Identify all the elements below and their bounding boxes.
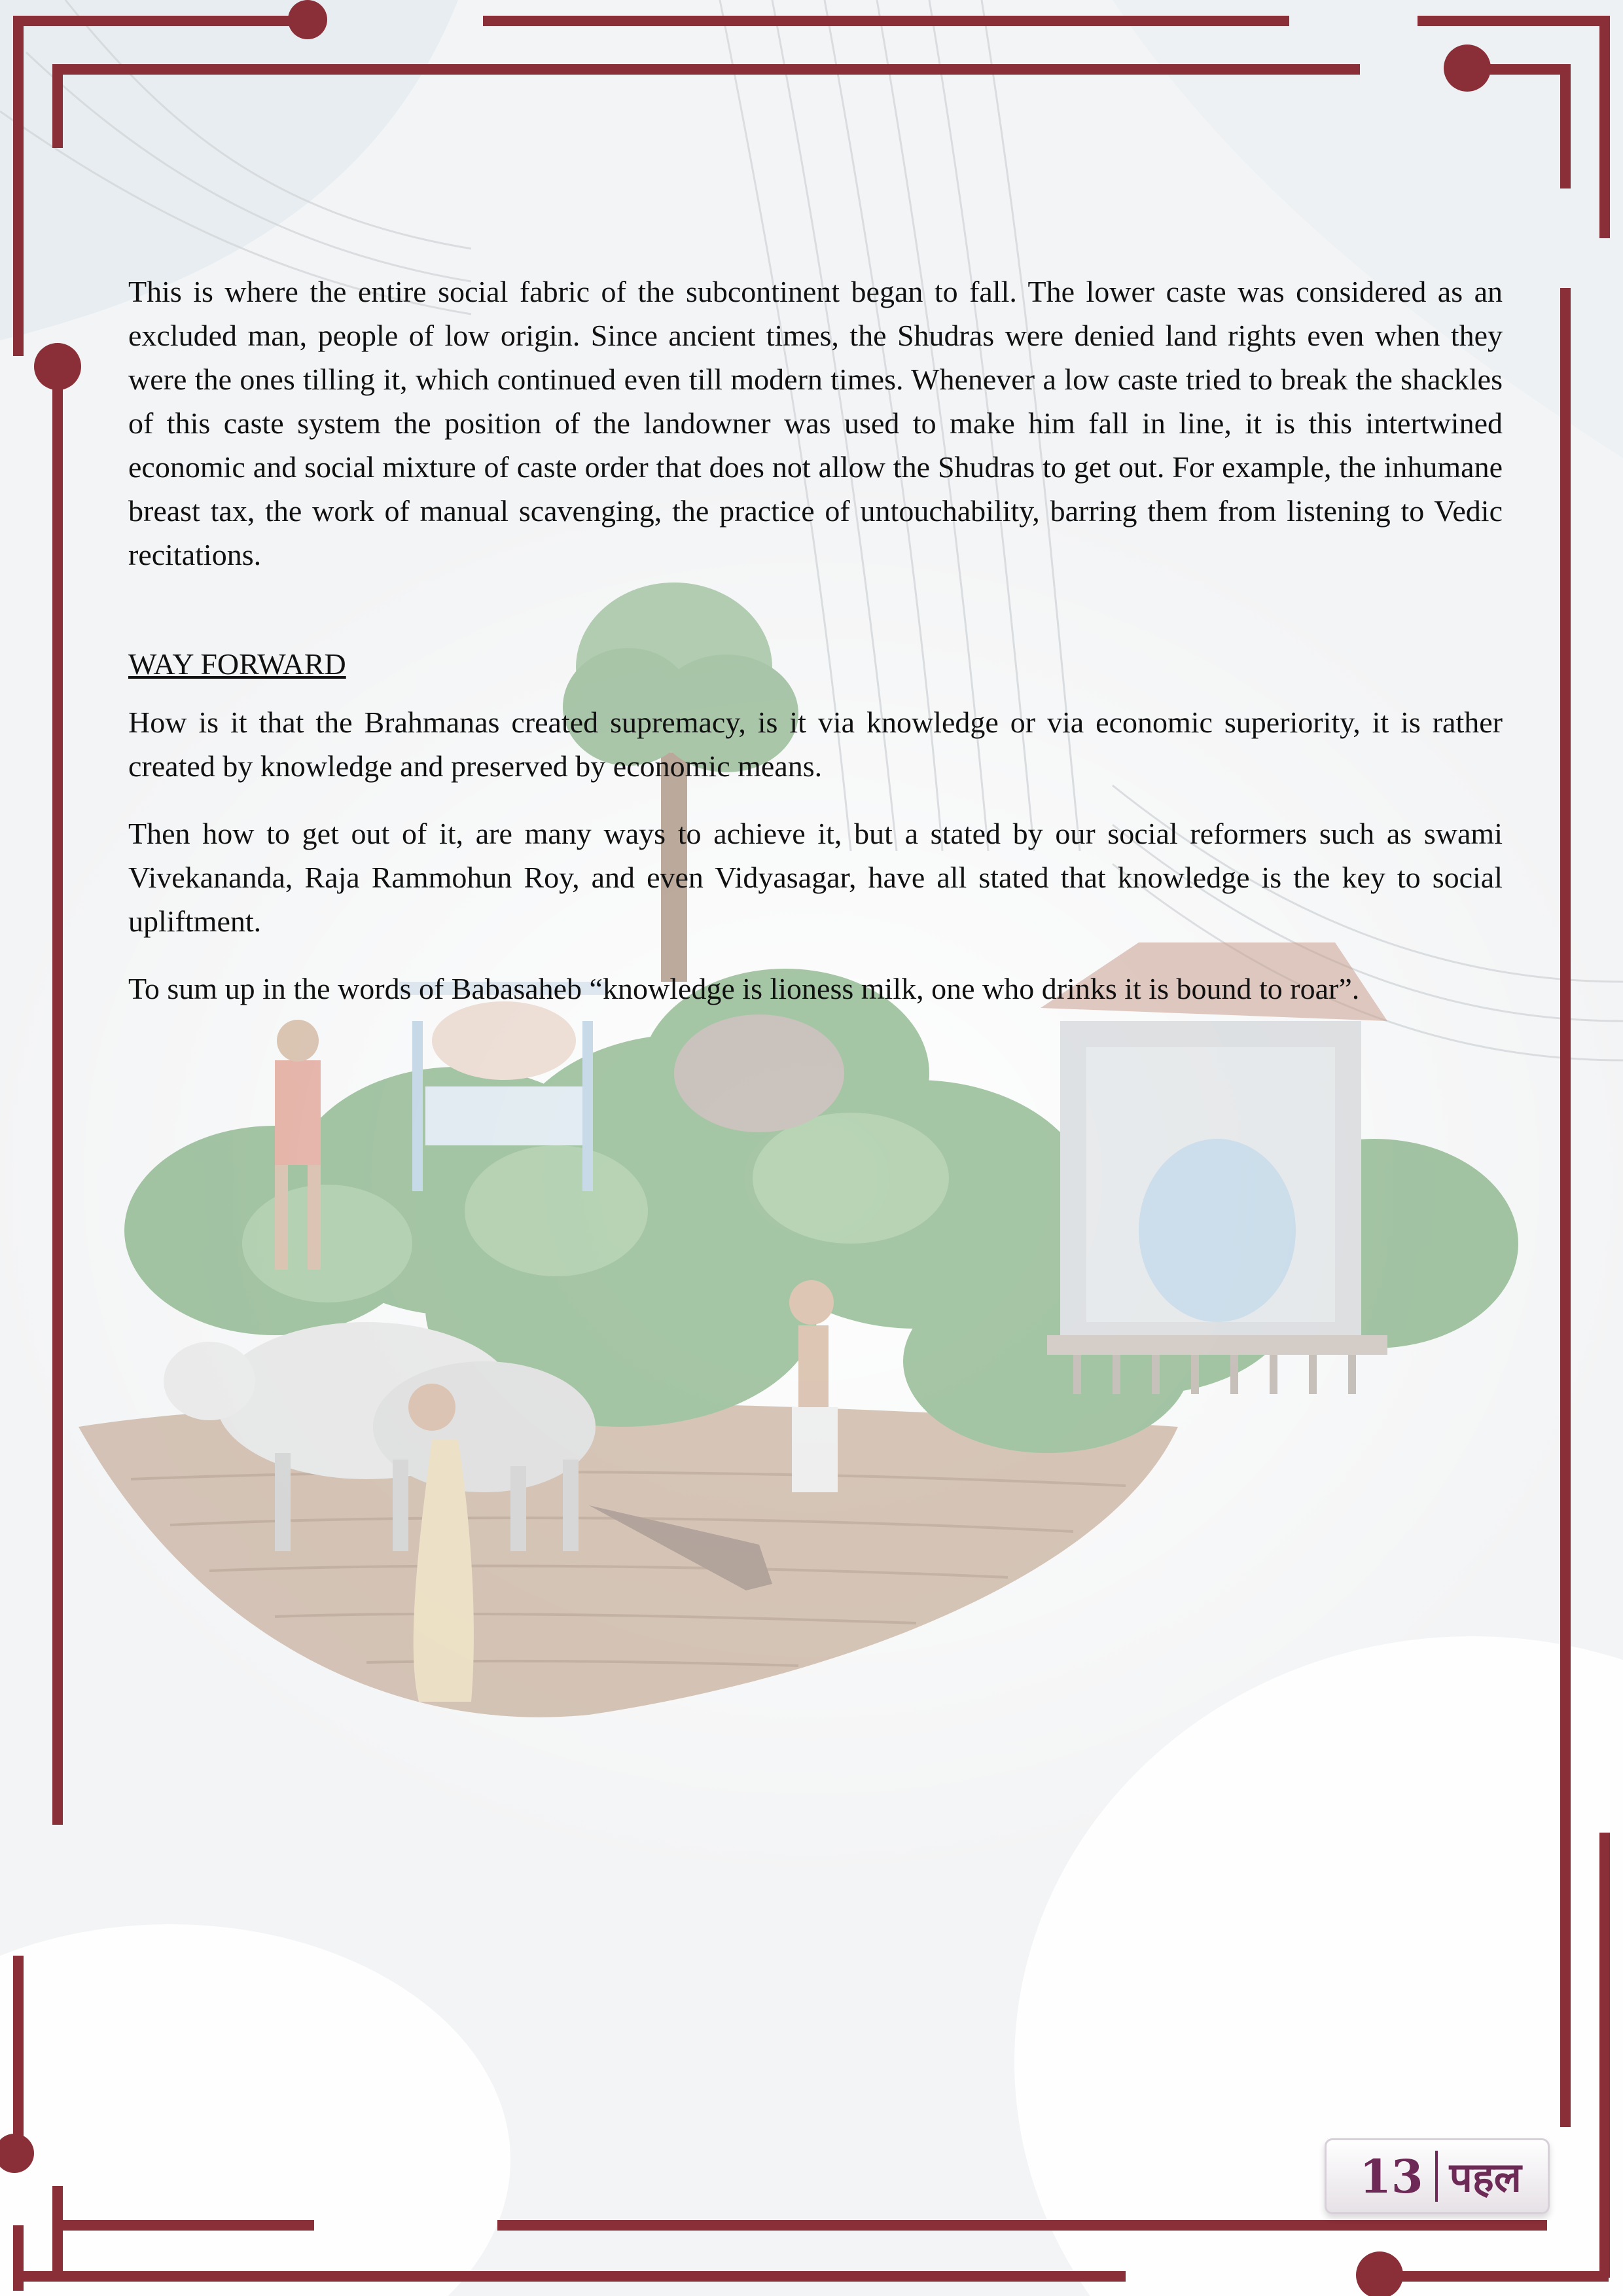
- quote-paragraph: To sum up in the words of Babasaheb “knowledge is lioness milk, one who drinks it is bound to roar”.: [128, 972, 1360, 1005]
- page-number-badge: [1325, 2138, 1550, 2214]
- article-body: [128, 270, 1503, 1034]
- body-paragraph: Then how to get out of it, are many ways to achieve it, but a stated by our social reformers such as swami Vivekananda, Raja Rammohun Roy, and even Vidyasagar, have all stated that knowledge is the key to social upliftment.: [128, 817, 1503, 938]
- body-paragraph: How is it that the Brahmanas created supremacy, is it via knowledge or via economic superiority, it is rather created by knowledge and preserved by economic means.: [128, 706, 1503, 783]
- magazine-brand: पहल: [1449, 2153, 1522, 2201]
- intro-paragraph: This is where the entire social fabric of the subcontinent began to fall. The lower caste was considered as an excluded man, people of low origin. Since ancient times, the Shudras were denied land rights even when they were the ones tilling it, which continued even till modern times. Whenever a low caste tried to break the shackles of this caste system the position of the landowner was used to make him fall in line, it is this intertwined economic and social mixture of caste order that does not allow the Shudras to get out. For example, the inhumane breast tax, the work of manual scavenging, the practice of untouchability, barring them from listening to Vedic recitations.: [128, 275, 1503, 571]
- section-heading: WAY FORWARD: [128, 647, 346, 681]
- page-number: 13: [1359, 2149, 1423, 2204]
